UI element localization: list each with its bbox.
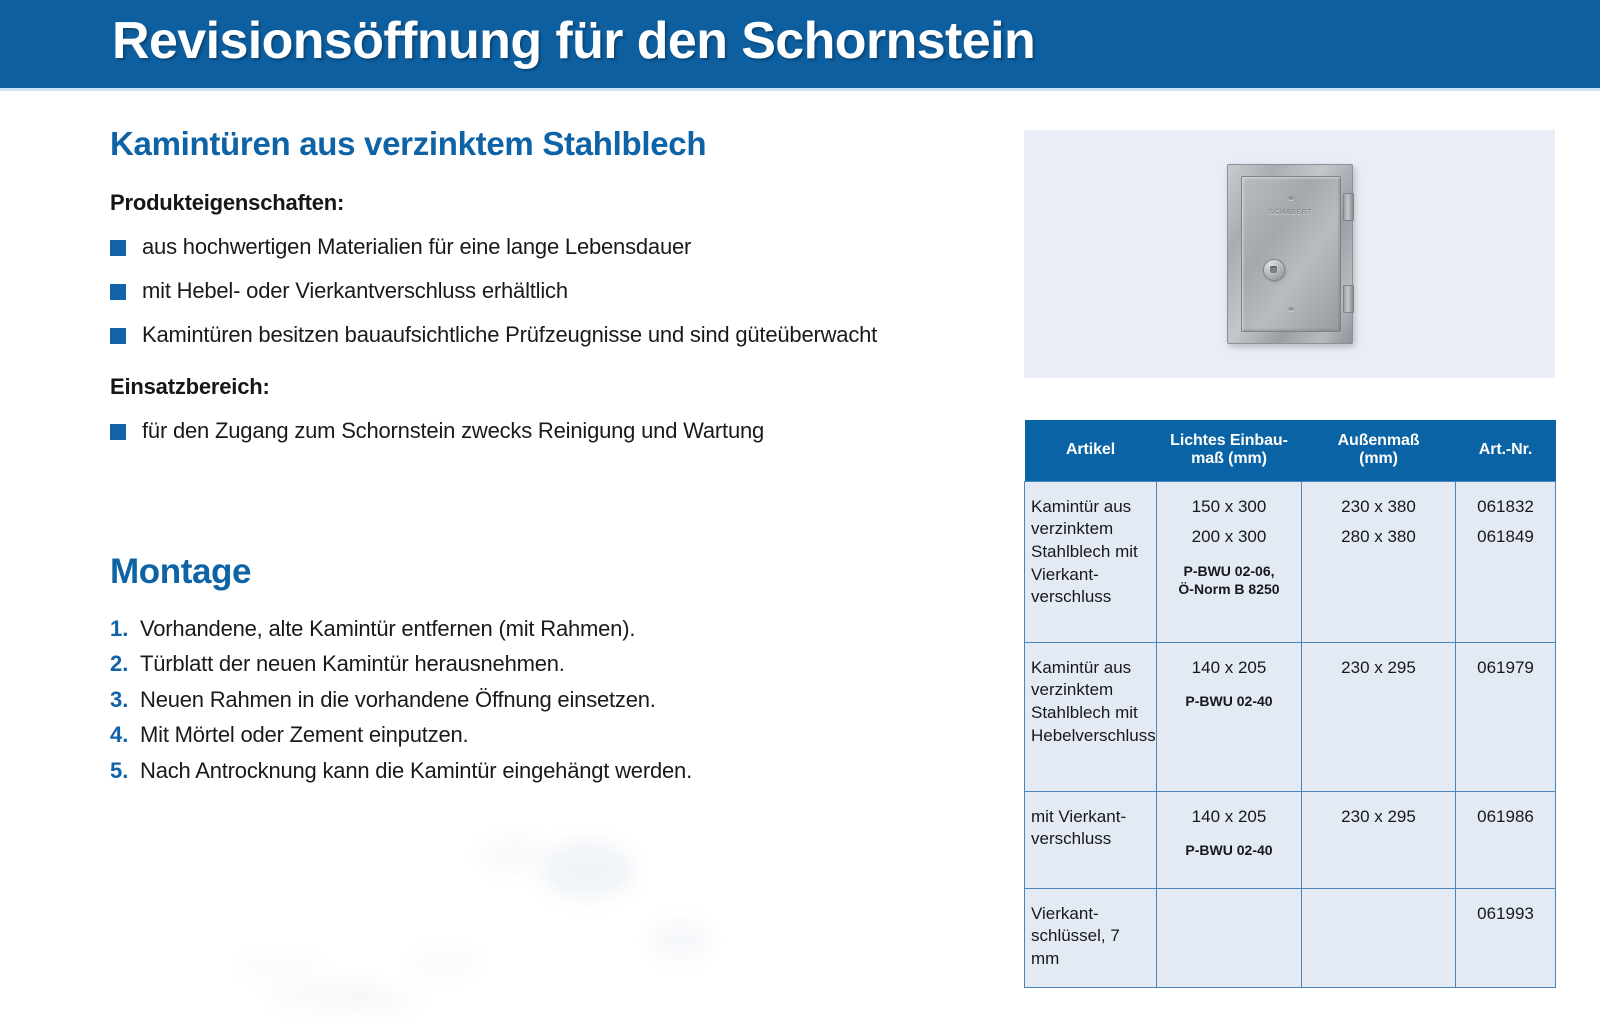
cell-artikel: Kamintür aus verzinktem Stahlblech mit Hebelverschluss — [1025, 642, 1157, 791]
einbaumass-value-1: 140 x 205 — [1191, 806, 1267, 826]
table-row — [1025, 481, 1556, 642]
column-header-einbaumass-line2: maß (mm) — [1191, 449, 1267, 467]
einbaumass-value-2: 200 x 300 — [1191, 527, 1267, 547]
list-item — [110, 687, 990, 713]
artnr-value-1: 061832 — [1477, 496, 1534, 516]
product-photo — [1024, 130, 1555, 378]
column-header-artikel: Artikel — [1025, 420, 1157, 481]
list-item — [110, 234, 990, 260]
product-properties-heading: Produkteigenschaften: — [110, 190, 345, 216]
montage-section — [110, 552, 990, 793]
cell-artnr: 061979 — [1456, 642, 1556, 791]
step-number: 3. — [110, 686, 129, 712]
standard-note-line2: Ö-Norm B 8250 — [1178, 580, 1280, 597]
cell-artikel: Vierkant-schlüssel, 7 mm — [1025, 888, 1157, 987]
cell-aussenmass — [1302, 481, 1456, 642]
column-header-aussenmass-line2: (mm) — [1359, 449, 1398, 467]
list-item — [110, 616, 990, 642]
einbaumass-value-1: 140 x 205 — [1191, 657, 1267, 677]
product-subtitle: Kamintüren aus verzinktem Stahlblech — [110, 125, 707, 162]
cell-aussenmass: 230 x 295 — [1302, 791, 1456, 888]
cell-artikel: Kamintür aus verzinktem Stahlblech mit Vierkant-verschluss — [1025, 481, 1157, 642]
page-title: Revisionsöffnung für den Schornstein — [112, 12, 1036, 70]
montage-steps-list — [110, 616, 990, 784]
artnr-value-2: 061849 — [1477, 527, 1534, 547]
cell-artnr — [1456, 481, 1556, 642]
list-item-label: für den Zugang zum Schornstein zwecks Reinigung und Wartung — [142, 418, 765, 444]
einbaumass-value-1: 150 x 300 — [1191, 496, 1267, 516]
step-label: Neuen Rahmen in die vorhandene Öffnung einsetzen. — [140, 686, 656, 712]
square-lock-icon — [1263, 259, 1285, 281]
standard-note-line1: P-BWU 02-40 — [1185, 693, 1273, 710]
aussenmass-value-1: 230 x 380 — [1341, 496, 1416, 516]
montage-heading: Montage — [110, 552, 252, 591]
cell-einbaumass — [1157, 481, 1302, 642]
cell-einbaumass — [1157, 888, 1302, 987]
application-heading: Einsatzbereich: — [110, 374, 270, 400]
table-header — [1025, 420, 1556, 481]
table-row — [1025, 642, 1556, 791]
table-row — [1025, 888, 1556, 987]
column-header-einbaumass-line1: Lichtes Einbau- — [1170, 432, 1288, 449]
aussenmass-value-2: 280 x 380 — [1341, 527, 1416, 547]
list-item-label: mit Hebel- oder Vierkantverschluss erhältlich — [142, 278, 568, 304]
standard-note-line1: P-BWU 02-06, — [1183, 563, 1275, 580]
door-emboss-label: SCHABERT — [1269, 209, 1312, 216]
specification-table — [1024, 420, 1556, 988]
table-header-row — [1025, 420, 1556, 481]
square-bullet-icon — [110, 240, 126, 256]
step-label: Türblatt der neuen Kamintür herausnehmen. — [140, 651, 565, 677]
list-item — [110, 758, 990, 784]
list-item — [110, 418, 990, 444]
background-watermark — [180, 820, 800, 1020]
left-content-column — [110, 126, 990, 470]
step-label: Nach Antrocknung kann die Kamintür eingehängt werden. — [140, 757, 692, 783]
hinge-icon — [1343, 285, 1354, 313]
product-properties-list — [110, 234, 990, 348]
cell-einbaumass — [1157, 791, 1302, 888]
square-bullet-icon — [110, 328, 126, 344]
application-list — [110, 418, 990, 444]
banner-underline — [0, 88, 1600, 91]
square-bullet-icon — [110, 424, 126, 440]
list-item — [110, 278, 990, 304]
list-item — [110, 651, 990, 677]
screw-icon — [1288, 196, 1294, 200]
step-number: 4. — [110, 722, 129, 748]
table-body — [1025, 481, 1556, 987]
list-item — [110, 322, 990, 348]
square-bullet-icon — [110, 284, 126, 300]
step-number: 1. — [110, 616, 129, 641]
list-item-label: Kamintüren besitzen bauaufsichtliche Prüfzeugnisse und sind güteüberwacht — [142, 322, 878, 348]
step-label: Mit Mörtel oder Zement einputzen. — [140, 722, 469, 748]
list-item — [110, 722, 990, 748]
step-label: Vorhandene, alte Kamintür entfernen (mit Rahmen). — [140, 616, 636, 641]
table-row — [1025, 791, 1556, 888]
column-header-aussenmass-line1: Außenmaß — [1337, 432, 1420, 449]
cell-artikel: mit Vierkant-verschluss — [1025, 791, 1157, 888]
list-item-label: aus hochwertigen Materialien für eine lange Lebensdauer — [142, 234, 692, 260]
column-header-artnr: Art.-Nr. — [1456, 420, 1556, 481]
cell-einbaumass — [1157, 642, 1302, 791]
cell-aussenmass: 230 x 295 — [1302, 642, 1456, 791]
step-number: 5. — [110, 757, 129, 783]
step-number: 2. — [110, 651, 129, 677]
chimney-door-illustration — [1227, 164, 1353, 344]
cell-aussenmass — [1302, 888, 1456, 987]
column-header-einbaumass — [1157, 420, 1302, 481]
screw-icon — [1288, 307, 1294, 311]
column-header-aussenmass — [1302, 420, 1456, 481]
door-panel — [1241, 176, 1341, 332]
cell-artnr: 061993 — [1456, 888, 1556, 987]
hinge-icon — [1343, 193, 1354, 221]
cell-artnr: 061986 — [1456, 791, 1556, 888]
standard-note-line1: P-BWU 02-40 — [1185, 842, 1273, 859]
